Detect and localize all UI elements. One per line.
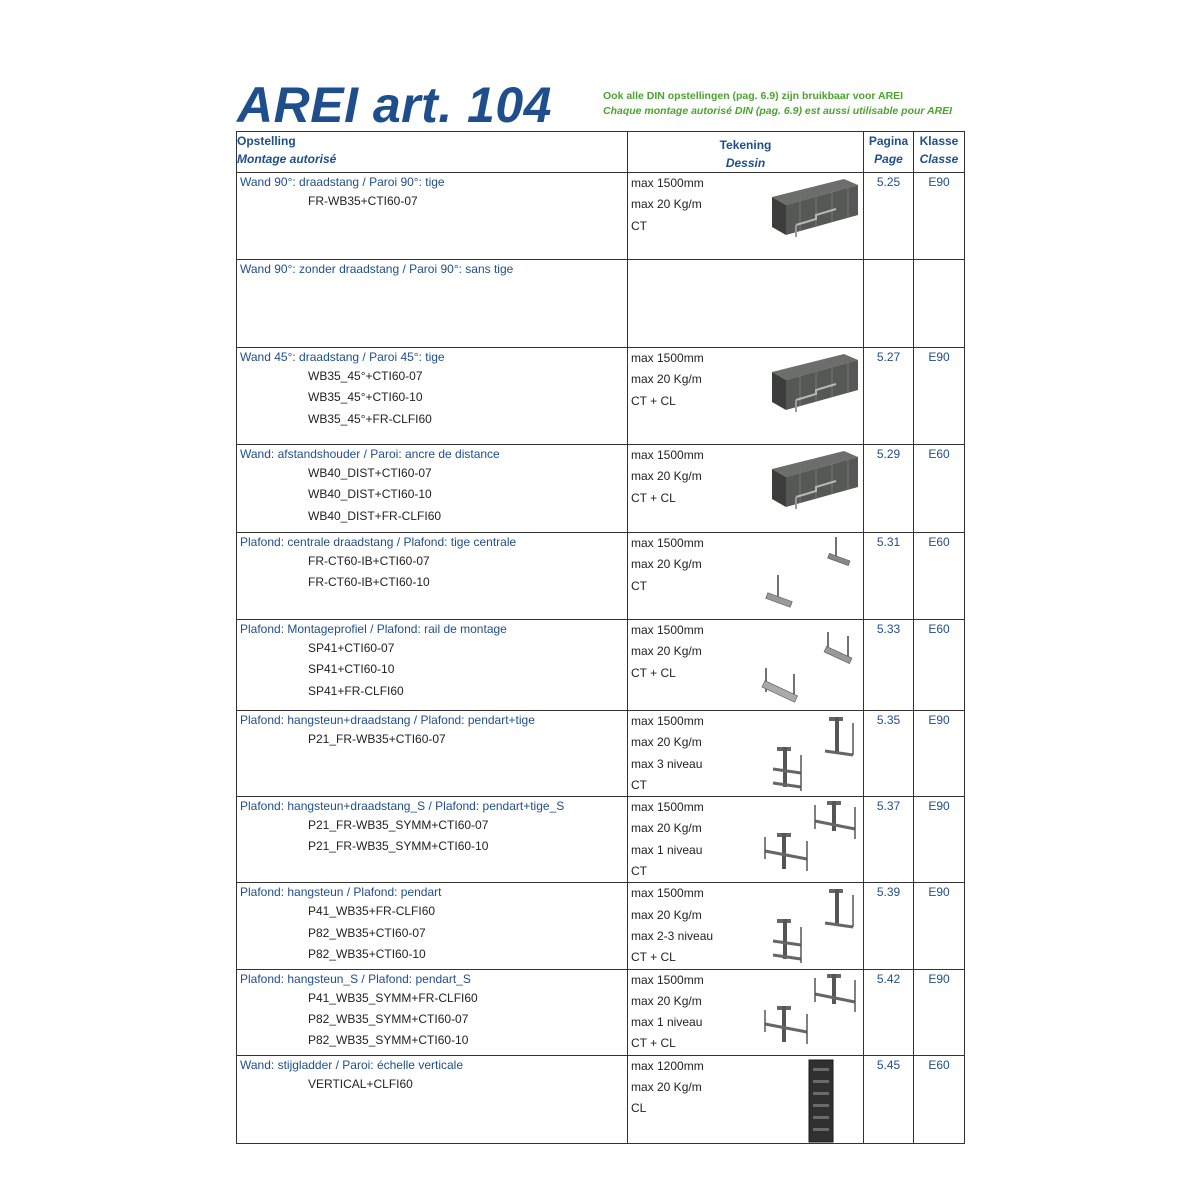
table-row — [237, 533, 965, 620]
opstelling-cell — [237, 711, 628, 797]
tekening-cell — [628, 260, 864, 348]
spec-line: CT — [631, 218, 647, 233]
spec-line: max 1500mm — [631, 972, 704, 987]
pendant-icon — [763, 887, 863, 972]
tekening-cell — [628, 533, 864, 620]
row-title: Plafond: Montageprofiel / Plafond: rail de montage — [240, 622, 507, 636]
row-title: Plafond: centrale draadstang / Plafond: tige centrale — [240, 535, 517, 549]
spec-line: max 1500mm — [631, 714, 704, 728]
article-code: SP41+CTI60-10 — [308, 662, 395, 677]
article-code: P41_WB35+FR-CLFI60 — [308, 904, 436, 919]
table-row — [237, 883, 965, 969]
opstelling-cell — [237, 260, 628, 348]
header-tekening: Tekening Dessin — [628, 132, 864, 173]
article-code: P21_FR-WB35_SYMM+CTI60-07 — [308, 818, 489, 833]
page-number: 5.27 — [864, 348, 914, 445]
spec-line: max 20 Kg/m — [631, 821, 702, 836]
article-code: P82_WB35_SYMM+CTI60-07 — [308, 1011, 469, 1026]
tekening-cell — [628, 348, 864, 445]
table-row — [237, 797, 965, 883]
central-rod-icon — [756, 535, 856, 620]
article-code: P21_FR-WB35_SYMM+CTI60-10 — [308, 839, 489, 854]
spec-line: CT + CL — [631, 665, 676, 680]
rail-icon — [758, 628, 858, 713]
article-code: FR-CT60-IB+CTI60-10 — [308, 575, 430, 590]
page-number: 5.45 — [864, 1055, 914, 1143]
article-code: WB35_45°+FR-CLFI60 — [308, 411, 432, 426]
table-row — [237, 1055, 965, 1143]
pendant-sym-icon — [763, 799, 863, 884]
spec-line: CT — [631, 777, 647, 792]
spec-line: max 20 Kg/m — [631, 644, 702, 659]
row-title: Plafond: hangsteun+draadstang_S / Plafond: pendart+tige_S — [240, 799, 565, 814]
table-row — [237, 969, 965, 1055]
article-code: P82_WB35_SYMM+CTI60-10 — [308, 1033, 469, 1048]
spec-line: CT + CL — [631, 950, 676, 965]
fire-class: E60 — [914, 445, 965, 533]
wall-block-icon — [766, 350, 866, 419]
row-title: Plafond: hangsteun / Plafond: pendart — [240, 885, 442, 900]
article-code: P82_WB35+CTI60-07 — [308, 925, 426, 940]
spec-line: max 1500mm — [631, 886, 704, 901]
row-title: Wand: stijgladder / Paroi: échelle verticale — [240, 1057, 463, 1072]
page-number: 5.42 — [864, 969, 914, 1055]
table-row — [237, 711, 965, 797]
spec-line: max 1500mm — [631, 800, 704, 815]
spec-line: max 20 Kg/m — [631, 993, 702, 1008]
table-header-row — [237, 132, 965, 173]
wall-block-icon — [766, 175, 866, 244]
spec-line: max 20 Kg/m — [631, 197, 702, 212]
wall-block-icon — [766, 447, 866, 516]
spec-line: max 1500mm — [631, 176, 704, 190]
opstelling-cell — [237, 969, 628, 1055]
page-number: 5.35 — [864, 711, 914, 797]
article-code: WB40_DIST+CTI60-10 — [308, 487, 432, 502]
article-code: FR-WB35+CTI60-07 — [308, 194, 418, 208]
page-number: 5.39 — [864, 883, 914, 969]
page-number — [864, 260, 914, 348]
spec-line: max 1500mm — [631, 536, 704, 550]
tekening-cell — [628, 883, 864, 969]
spec-line: max 20 Kg/m — [631, 469, 702, 484]
fire-class — [914, 260, 965, 348]
spec-line: max 20 Kg/m — [631, 557, 702, 572]
spec-line: max 3 niveau — [631, 756, 703, 771]
spec-line: max 1 niveau — [631, 1015, 703, 1030]
spec-line: CL — [631, 1101, 647, 1116]
spec-line: max 20 Kg/m — [631, 372, 702, 387]
row-title: Plafond: hangsteun+draadstang / Plafond: pendart+tige — [240, 713, 535, 727]
tekening-cell — [628, 1055, 864, 1143]
table-row — [237, 173, 965, 260]
spec-line: max 2-3 niveau — [631, 928, 714, 943]
opstelling-cell — [237, 797, 628, 883]
tekening-cell — [628, 173, 864, 260]
spec-line: CT — [631, 578, 647, 593]
fire-class: E90 — [914, 348, 965, 445]
article-code: FR-CT60-IB+CTI60-07 — [308, 554, 430, 568]
montage-table — [236, 131, 965, 1144]
fire-class: E90 — [914, 969, 965, 1055]
row-title: Wand: afstandshouder / Paroi: ancre de distance — [240, 447, 500, 461]
header-klasse: Klasse Classe — [914, 132, 965, 173]
spec-line: max 1500mm — [631, 623, 704, 637]
spec-line: max 20 Kg/m — [631, 907, 702, 922]
row-title: Wand 90°: zonder draadstang / Paroi 90°: sans tige — [240, 262, 514, 276]
opstelling-cell — [237, 445, 628, 533]
page-number: 5.37 — [864, 797, 914, 883]
din-note — [603, 89, 952, 119]
page-number: 5.25 — [864, 173, 914, 260]
table-row — [237, 445, 965, 533]
tekening-cell — [628, 445, 864, 533]
tekening-cell — [628, 969, 864, 1055]
din-note-nl: Ook alle DIN opstellingen (pag. 6.9) zijn bruikbaar voor AREI — [603, 90, 904, 102]
page-number: 5.33 — [864, 620, 914, 711]
article-code: P41_WB35_SYMM+FR-CLFI60 — [308, 990, 478, 1005]
ladder-icon — [803, 1058, 843, 1149]
spec-line: max 1500mm — [631, 448, 704, 462]
header-pagina: Pagina Page — [864, 132, 914, 173]
header-opstelling: Opstelling Montage autorisé — [237, 132, 628, 173]
fire-class: E60 — [914, 620, 965, 711]
opstelling-cell — [237, 1055, 628, 1143]
spec-line: CT + CL — [631, 490, 676, 505]
spec-line: max 1500mm — [631, 351, 704, 365]
table-row — [237, 620, 965, 711]
opstelling-cell — [237, 173, 628, 260]
spec-line: CT + CL — [631, 393, 676, 408]
opstelling-cell — [237, 620, 628, 711]
article-code: P21_FR-WB35+CTI60-07 — [308, 732, 446, 746]
fire-class: E90 — [914, 711, 965, 797]
tekening-cell — [628, 797, 864, 883]
page-number: 5.29 — [864, 445, 914, 533]
din-note-fr: Chaque montage autorisé DIN (pag. 6.9) est aussi utilisable pour AREI — [603, 105, 953, 117]
tekening-cell — [628, 711, 864, 797]
article-code: SP41+FR-CLFI60 — [308, 683, 404, 698]
fire-class: E60 — [914, 533, 965, 620]
fire-class: E90 — [914, 797, 965, 883]
page-title: AREI art. 104 — [237, 77, 552, 133]
article-code: SP41+CTI60-07 — [308, 641, 395, 655]
article-code: WB35_45°+CTI60-10 — [308, 390, 423, 405]
spec-line: CT + CL — [631, 1036, 676, 1051]
spec-line: max 1200mm — [631, 1058, 704, 1073]
row-title: Plafond: hangsteun_S / Plafond: pendart_S — [240, 971, 471, 986]
table-row — [237, 260, 965, 348]
pendant-sym-icon — [763, 972, 863, 1057]
spec-line: max 20 Kg/m — [631, 1080, 702, 1095]
opstelling-cell — [237, 883, 628, 969]
article-code: P82_WB35+CTI60-10 — [308, 946, 426, 961]
article-code: VERTICAL+CLFI60 — [308, 1076, 413, 1091]
row-title: Wand 90°: draadstang / Paroi 90°: tige — [240, 175, 445, 189]
fire-class: E90 — [914, 883, 965, 969]
tekening-cell — [628, 620, 864, 711]
opstelling-cell — [237, 533, 628, 620]
spec-line: CT — [631, 864, 647, 879]
article-code: WB40_DIST+CTI60-07 — [308, 466, 432, 480]
fire-class: E90 — [914, 173, 965, 260]
opstelling-cell — [237, 348, 628, 445]
pendant-icon — [763, 715, 863, 800]
article-code: WB40_DIST+FR-CLFI60 — [308, 508, 442, 523]
page-number: 5.31 — [864, 533, 914, 620]
fire-class: E60 — [914, 1055, 965, 1143]
table-row — [237, 348, 965, 445]
spec-line: max 20 Kg/m — [631, 735, 702, 750]
article-code: WB35_45°+CTI60-07 — [308, 369, 423, 383]
row-title: Wand 45°: draadstang / Paroi 45°: tige — [240, 350, 445, 364]
spec-line: max 1 niveau — [631, 842, 703, 857]
